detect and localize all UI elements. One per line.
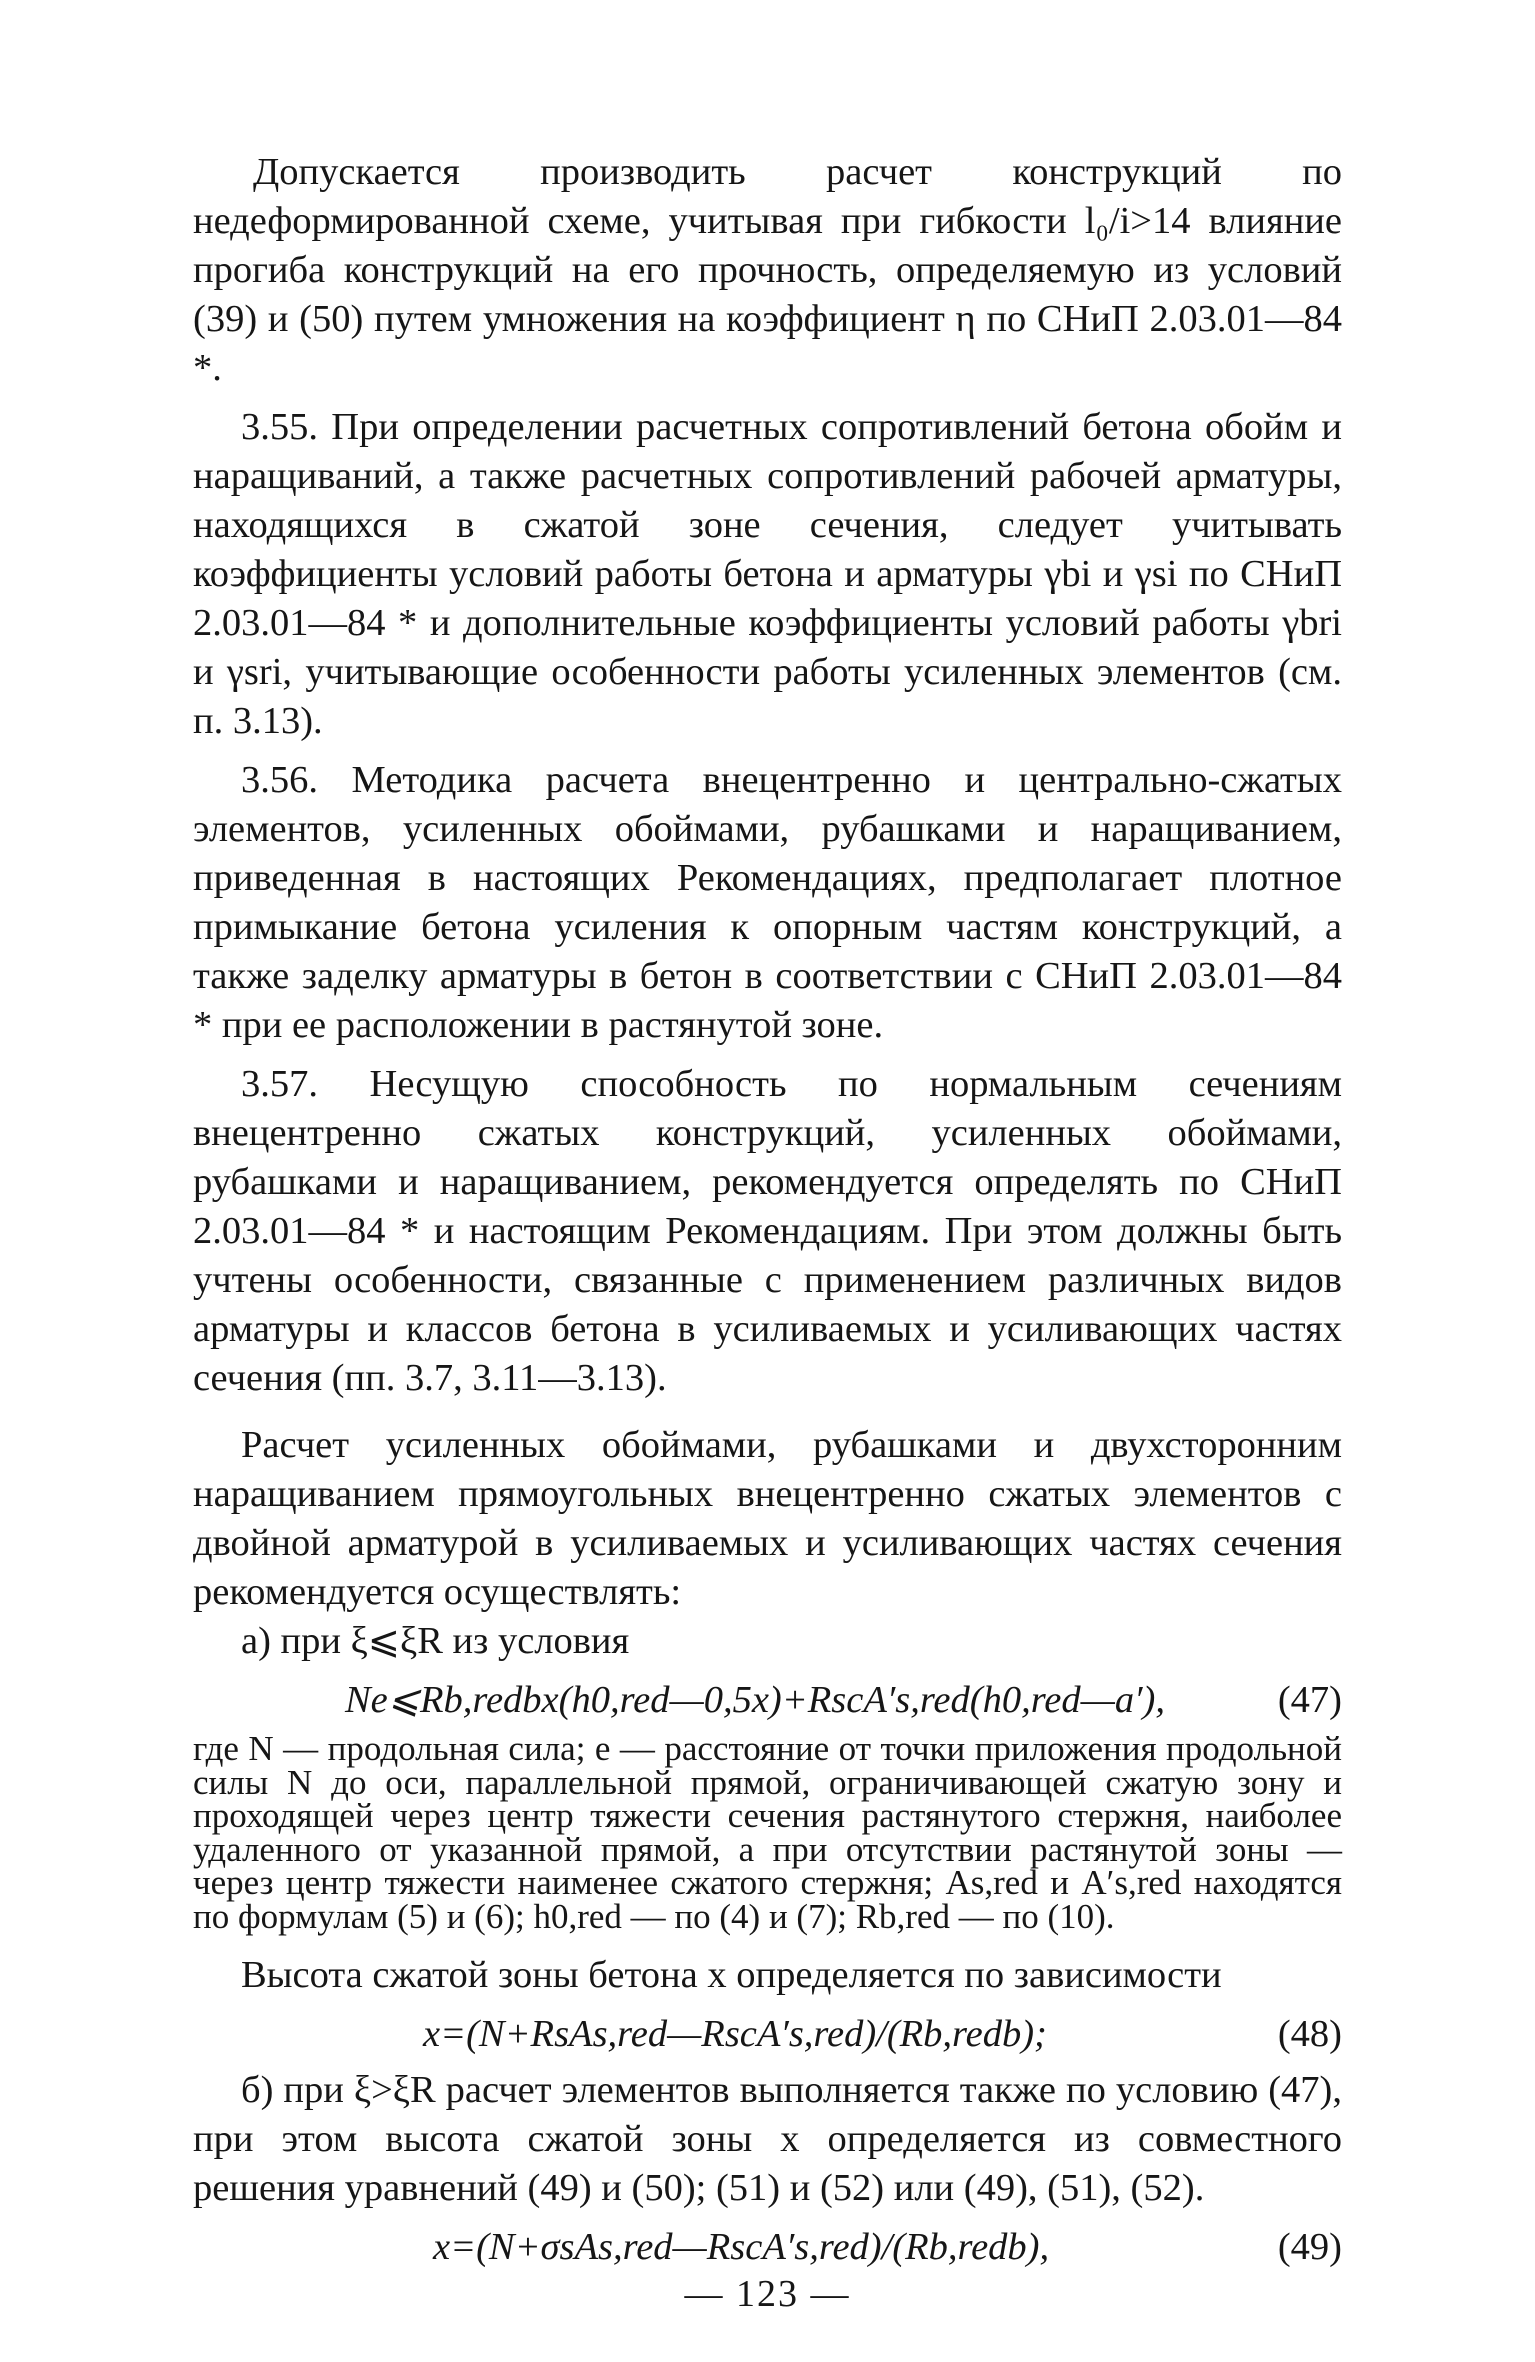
page-number: — 123 —: [684, 2273, 851, 2315]
paragraph-zone-height: Высота сжатой зоны бетона x определяется по зависимости: [241, 1954, 1222, 1996]
equation-49-expression: x=(N+σsAs,red—RscA′s,red)/(Rb,redb),: [433, 2226, 1050, 2268]
paragraph-3-55: 3.55. При определении расчетных сопротивлений бетона обойм и наращиваний, а также расчетных сопротивлений рабочей арматуры, находящихся в сжатой зоне сечения, следует учитывать коэффициенты условий работы бетона и арматуры γbi и γsi по СНиП 2.03.01—84 * и дополнительные коэффициенты условий работы γbri и γsri, учитывающие особенности работы усиленных элементов (см. п. 3.13).: [193, 406, 1342, 742]
equation-47: [193, 1676, 1342, 1732]
paragraph-definitions: где N — продольная сила; e — расстояние от точки приложения продольной силы N до оси, параллельной прямой, ограничивающей сжатую зону и проходящей через центр тяжести сечения растянутого стержня, наиболее удаленного от указанной прямой, а при отсутствии растянутой зоны — через центр тяжести наименее сжатого стержня; As,red и A′s,red находятся по формулам (5) и (6); h0,red — по (4) и (7); Rb,red — по (10).: [193, 1729, 1342, 1936]
equation-48-number: (48): [1277, 2013, 1342, 2055]
equation-48: [193, 2010, 1342, 2066]
equation-47-number: (47): [1277, 1679, 1342, 1721]
equation-49: [193, 2223, 1342, 2279]
paragraph-intro: Допускается производить расчет конструкций по недеформированной схеме, учитывая при гибкости l₀/i>14 влияние прогиба конструкций на его прочность, определяемую из условий (39) и (50) путем умножения на коэффициент η по СНиП 2.03.01—84 *.: [193, 151, 1342, 389]
case-b-paragraph: б) при ξ>ξR расчет элементов выполняется также по условию (47), при этом высота сжатой зоны x определяется из совместного решения уравнений (49) и (50); (51) и (52) или (49), (51), (52).: [193, 2069, 1342, 2209]
equation-48-expression: x=(N+RsAs,red—RscA′s,red)/(Rb,redb);: [423, 2013, 1047, 2055]
text-column: [0, 148, 1535, 2279]
equation-47-expression: Ne⩽Rb,redbx(h0,red—0,5x)+RscA′s,red(h0,red—a′),: [345, 1679, 1165, 1721]
paragraph-calculation: Расчет усиленных обоймами, рубашками и двухсторонним наращиванием прямоугольных внецентренно сжатых элементов с двойной арматурой в усиливаемых и усиливающих частях сечения рекомендуется осуществлять:: [193, 1424, 1342, 1613]
paragraph-3-57: 3.57. Несущую способность по нормальным сечениям внецентренно сжатых конструкций, усиленных обоймами, рубашками и наращиванием, рекомендуется определять по СНиП 2.03.01—84 * и настоящим Рекомендациям. При этом должны быть учтены особенности, связанные с применением различных видов арматуры и классов бетона в усиливаемых и усиливающих частях сечения (пп. 3.7, 3.11—3.13).: [193, 1063, 1342, 1399]
case-a-label: а) при ξ⩽ξR из условия: [241, 1620, 630, 1662]
paragraph-3-56: 3.56. Методика расчета внецентренно и центрально-сжатых элементов, усиленных обоймами, рубашками и наращиванием, приведенная в настоящих Рекомендациях, предполагает плотное примыкание бетона усиления к опорным частям конструкций, а также заделку арматуры в бетон в соответствии с СНиП 2.03.01—84 * при ее расположении в растянутой зоне.: [193, 759, 1342, 1046]
equation-49-number: (49): [1277, 2226, 1342, 2268]
